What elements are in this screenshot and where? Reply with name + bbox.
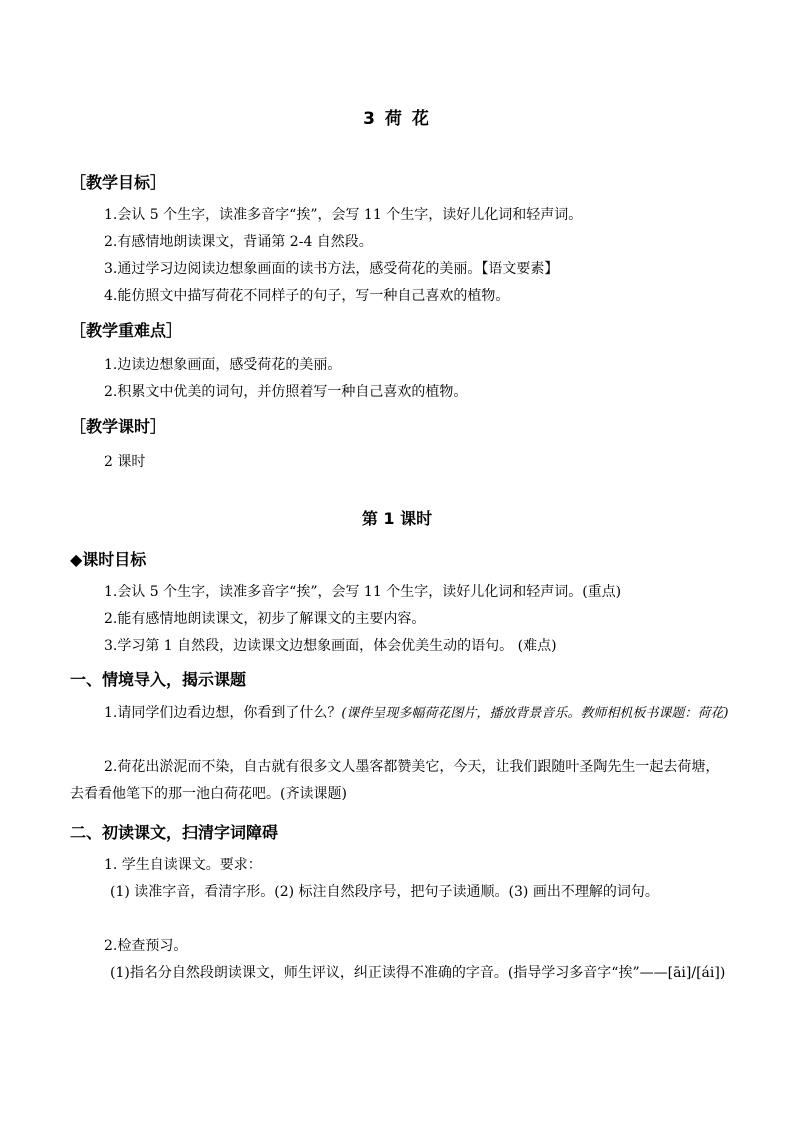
part2-line-4: (1)指名分自然段朗读课文，师生评议，纠正读得不准确的字音。(指导学习多音字“挨”——[āi]/[ái]) <box>110 965 726 981</box>
key-point-item: 2.积累文中优美的词句，并仿照着写一种自己喜欢的植物。 <box>104 384 468 400</box>
part1-heading: 一、情境导入，揭示课题 <box>70 670 247 689</box>
goal-item: 3.通过学习边阅读边想象画面的读书方法，感受荷花的美丽。【语文要素】 <box>104 261 559 277</box>
part2-line-1: 1. 学生自读课文。要求： <box>104 857 262 873</box>
goal-item: 4.能仿照文中描写荷花不同样子的句子，写一种自己喜欢的植物。 <box>104 288 510 304</box>
key-points-heading: ［教学重难点］ <box>70 321 183 340</box>
part1-p1-text: 1.请同学们边看边想，你看到了什么？ <box>104 705 342 721</box>
part2-line-3: 2.检查预习。 <box>104 938 188 954</box>
part1-paragraph-1 <box>70 700 730 727</box>
part2-line-2: (1) 读准字音，看清字形。(2) 标注自然段序号，把句子读通顺。(3) 画出不理解的词句。 <box>110 884 659 900</box>
goals-heading: ［教学目标］ <box>70 173 167 192</box>
page-title: 3 荷 花 <box>363 109 431 129</box>
periods-heading: ［教学课时］ <box>70 417 167 436</box>
goal-item: 2.有感情地朗读课文，背诵第 2-4 自然段。 <box>104 234 373 250</box>
part2-heading: 二、初读课文，扫清字词障碍 <box>70 823 279 842</box>
key-point-item: 1.边读边想象画面，感受荷花的美丽。 <box>104 357 342 373</box>
lesson-goal-item: 3.学习第 1 自然段，边读课文边想象画面，体会优美生动的语句。 (难点) <box>104 638 557 654</box>
part1-p1-note: (课件呈现多幅荷花图片，播放背景音乐。教师相机板书课题：荷花) <box>341 706 729 721</box>
lesson-heading: 第 1 课时 <box>361 509 433 528</box>
part1-paragraph-2: 2.荷花出淤泥而不染，自古就有很多文人墨客都赞美它，今天，让我们跟随叶圣陶先生一起去荷塘，去看看他笔下的那一池白荷花吧。(齐读课题) <box>70 759 720 802</box>
lesson-goal-item: 1.会认 5 个生字，读准多音字“挨”，会写 11 个生字，读好儿化词和轻声词。(重点) <box>104 584 622 600</box>
lesson-goal-heading: ◆课时目标 <box>70 550 147 569</box>
lesson-goal-item: 2.能有感情地朗读课文，初步了解课文的主要内容。 <box>104 611 426 627</box>
goal-item: 1.会认 5 个生字，读准多音字“挨”，会写 11 个生字，读好儿化词和轻声词。 <box>104 207 583 223</box>
periods-value: 2 课时 <box>104 454 146 470</box>
